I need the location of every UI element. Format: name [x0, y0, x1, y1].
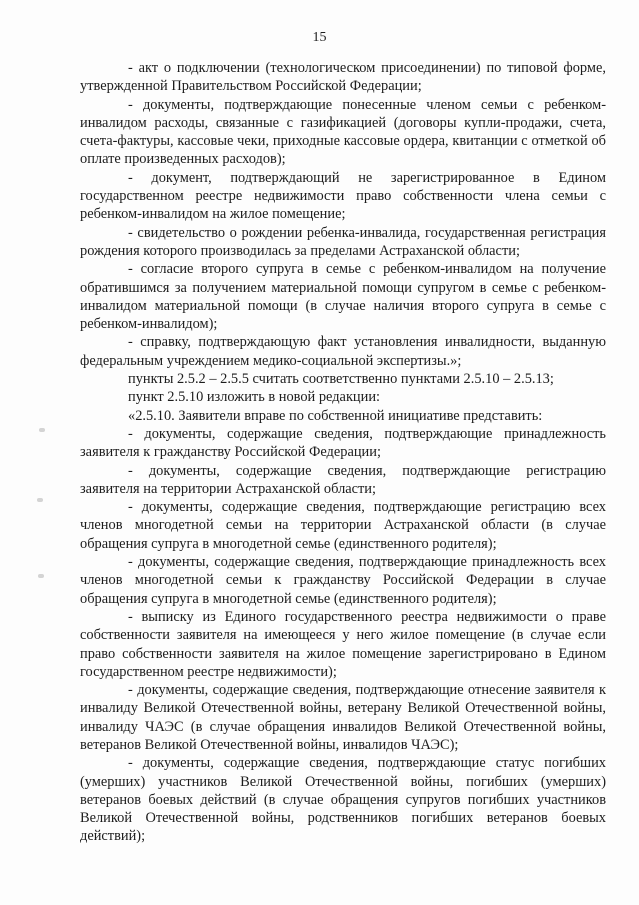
scan-artifact-mark — [37, 498, 43, 502]
paragraph: - документы, содержащие сведения, подтверждающие регистрацию всех членов многодетной семьи на территории Астраханской области (в случае обращения супруга в многодетной семье (единственного родителя); — [80, 499, 606, 552]
scan-artifact-mark — [39, 428, 45, 432]
paragraph: - документы, содержащие сведения, подтверждающие регистрацию заявителя на территории Астраханской области; — [80, 462, 606, 497]
paragraph: - документы, содержащие сведения, подтверждающие статус погибших (умерших) участников Великой Отечественной войны, погибших (умерших) ветеранов боевых действий (в случае обращения супругов погибших участников Великой Отечественной войны, родственников погибших ветеранов боевых действий); — [80, 755, 606, 845]
paragraph: - документы, содержащие сведения, подтверждающие отнесение заявителя к инвалиду Великой Отечественной войны, ветерану Великой Отечественной войны, инвалиду ЧАЭС (в случае обращения инвалидов Великой Отечественной войны, ветеранов Великой Отечественной войны, инвалидов ЧАЭС); — [80, 682, 606, 753]
paragraph: - документы, подтверждающие понесенные членом семьи с ребенком-инвалидом расходы, связанные с газификацией (договоры купли-продажи, счета, счета-фактуры, кассовые чеки, приходные кассовые ордера, квитанции с отметкой об оплате произведенных расходов); — [80, 96, 606, 168]
paragraph: - свидетельство о рождении ребенка-инвалида, государственная регистрация рождения которого производилась за пределами Астраханской области; — [80, 224, 606, 259]
paragraph: пункты 2.5.2 – 2.5.5 считать соответственно пунктами 2.5.10 – 2.5.13; — [128, 371, 554, 388]
paragraph: - документы, содержащие сведения, подтверждающие принадлежность заявителя к гражданству Российской Федерации; — [80, 425, 606, 461]
paragraph: пункт 2.5.10 изложить в новой редакции: — [128, 389, 381, 406]
paragraph: - документ, подтверждающий не зарегистрированное в Едином государственном реестре недвижимости право собственности члена семьи с ребенком-инвалидом на жилое помещение; — [80, 169, 606, 223]
paragraph: - согласие второго супруга в семье с ребенком-инвалидом на получение обратившимся за получением материальной помощи супругом в семье с ребенком-инвалидом материальной помощи (в случае наличия второго супруга в семье с ребенком-инвалидом); — [80, 261, 606, 333]
paragraph: - документы, содержащие сведения, подтверждающие принадлежность всех членов многодетной семьи к гражданству Российской Федерации в случае обращения супруга в многодетной семье (единственного родителя); — [80, 554, 606, 607]
paragraph: - справку, подтверждающую факт установления инвалидности, выданную федеральным учреждением медико-социальной экспертизы.»; — [80, 334, 606, 369]
paragraph: «2.5.10. Заявители вправе по собственной инициативе представить: — [128, 407, 543, 424]
page-number: 15 — [312, 30, 327, 45]
scan-artifact-mark — [38, 574, 44, 578]
paragraph: - акт о подключении (технологическом присоединении) по типовой форме, утвержденной Правительством Российской Федерации; — [80, 60, 606, 95]
document-body — [80, 59, 606, 846]
paragraph: - выписку из Единого государственного реестра недвижимости о праве собственности заявителя на имеющееся у него жилое помещение (в случае если право собственности заявителя на жилое помещение зарегистрировано в Едином государственном реестре недвижимости); — [80, 608, 606, 680]
